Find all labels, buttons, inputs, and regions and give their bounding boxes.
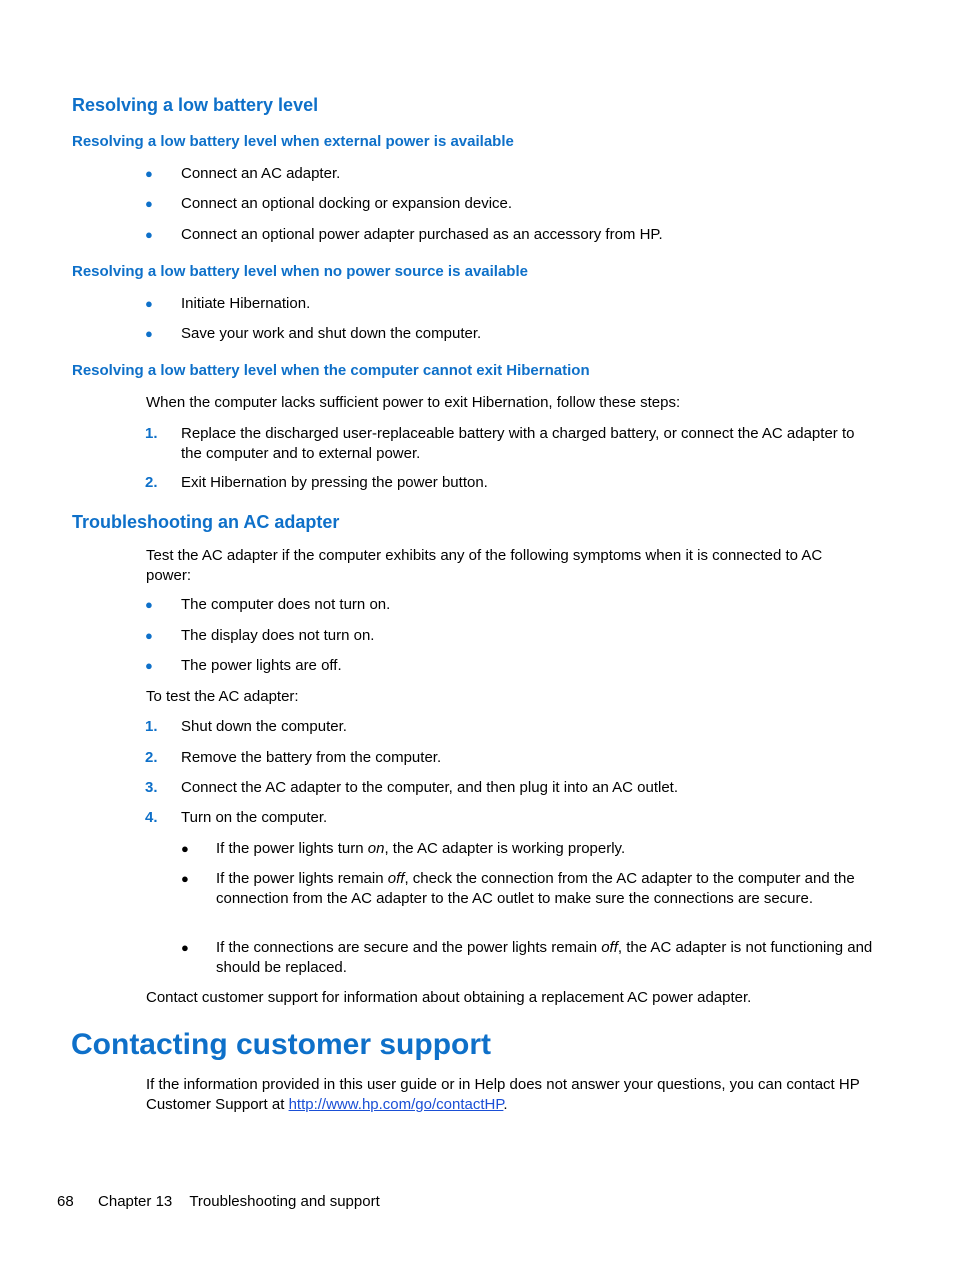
bullet-icon: ● bbox=[145, 196, 153, 211]
list-item: Connect an AC adapter. bbox=[181, 165, 341, 182]
step-number: 2. bbox=[145, 474, 158, 491]
footer-title: Troubleshooting and support bbox=[189, 1193, 380, 1210]
bullet-icon: ● bbox=[145, 597, 153, 612]
chapter-section-title: Contacting customer support bbox=[71, 1028, 492, 1061]
page-footer bbox=[57, 1192, 380, 1212]
list-item: The computer does not turn on. bbox=[181, 596, 391, 613]
bullet-icon: ● bbox=[145, 166, 153, 181]
bullet-icon: ● bbox=[145, 296, 153, 311]
bullet-icon: ● bbox=[181, 841, 189, 856]
step-text: Exit Hibernation by pressing the power button. bbox=[181, 474, 488, 491]
list-item: The power lights are off. bbox=[181, 657, 342, 674]
bullet-icon: ● bbox=[145, 658, 153, 673]
step-number: 3. bbox=[145, 779, 158, 796]
subsection-heading-no-power: Resolving a low battery level when no power source is available bbox=[72, 263, 528, 280]
section-heading-ac-adapter: Troubleshooting an AC adapter bbox=[72, 512, 340, 532]
paragraph: Contact customer support for information about obtaining a replacement AC power adapter. bbox=[146, 989, 752, 1006]
step-number: 1. bbox=[145, 425, 158, 442]
page-number: 68 bbox=[57, 1193, 74, 1210]
step-number: 1. bbox=[145, 718, 158, 735]
bullet-icon: ● bbox=[145, 227, 153, 242]
step-text: Remove the battery from the computer. bbox=[181, 749, 442, 766]
list-item: If the power lights remain off, check the connection from the AC adapter to the computer and the connection from the AC adapter to the AC outlet to make sure the connections are secure. bbox=[216, 870, 855, 907]
list-item: Connect an optional power adapter purchased as an accessory from HP. bbox=[181, 226, 663, 243]
step-text: Shut down the computer. bbox=[181, 718, 347, 735]
paragraph: If the information provided in this user guide or in Help does not answer your questions, you can contact HP Customer Support at http://www.hp.com/go/contactHP. bbox=[146, 1076, 860, 1113]
paragraph: To test the AC adapter: bbox=[146, 688, 299, 705]
list-item: Connect an optional docking or expansion device. bbox=[181, 195, 513, 212]
list-item: The display does not turn on. bbox=[181, 627, 375, 644]
list-item: If the power lights turn on, the AC adapter is working properly. bbox=[216, 840, 626, 857]
contact-hp-link[interactable]: http://www.hp.com/go/contactHP bbox=[288, 1095, 504, 1113]
bullet-icon: ● bbox=[145, 628, 153, 643]
step-number: 2. bbox=[145, 749, 158, 766]
step-text: Replace the discharged user-replaceable battery with a charged battery, or connect the AC adapter to the computer and to external power. bbox=[181, 425, 855, 462]
step-text: Turn on the computer. bbox=[181, 809, 328, 826]
bullet-icon: ● bbox=[181, 940, 189, 955]
paragraph: When the computer lacks sufficient power to exit Hibernation, follow these steps: bbox=[146, 394, 681, 411]
section-heading: Resolving a low battery level bbox=[72, 95, 319, 115]
bullet-icon: ● bbox=[181, 871, 189, 886]
list-item: If the connections are secure and the power lights remain off, the AC adapter is not functioning and should be replaced. bbox=[216, 939, 873, 976]
step-text: Connect the AC adapter to the computer, and then plug it into an AC outlet. bbox=[181, 779, 678, 796]
step-number: 4. bbox=[145, 809, 158, 826]
bullet-icon: ● bbox=[145, 326, 153, 341]
list-item: Save your work and shut down the computer. bbox=[181, 325, 482, 342]
subsection-heading-external-power: Resolving a low battery level when external power is available bbox=[72, 133, 514, 150]
paragraph: Test the AC adapter if the computer exhibits any of the following symptoms when it is connected to AC power: bbox=[146, 547, 823, 584]
subsection-heading-cannot-exit: Resolving a low battery level when the computer cannot exit Hibernation bbox=[72, 362, 590, 379]
list-item: Initiate Hibernation. bbox=[181, 295, 311, 312]
footer-chapter: Chapter 13 bbox=[98, 1193, 173, 1210]
